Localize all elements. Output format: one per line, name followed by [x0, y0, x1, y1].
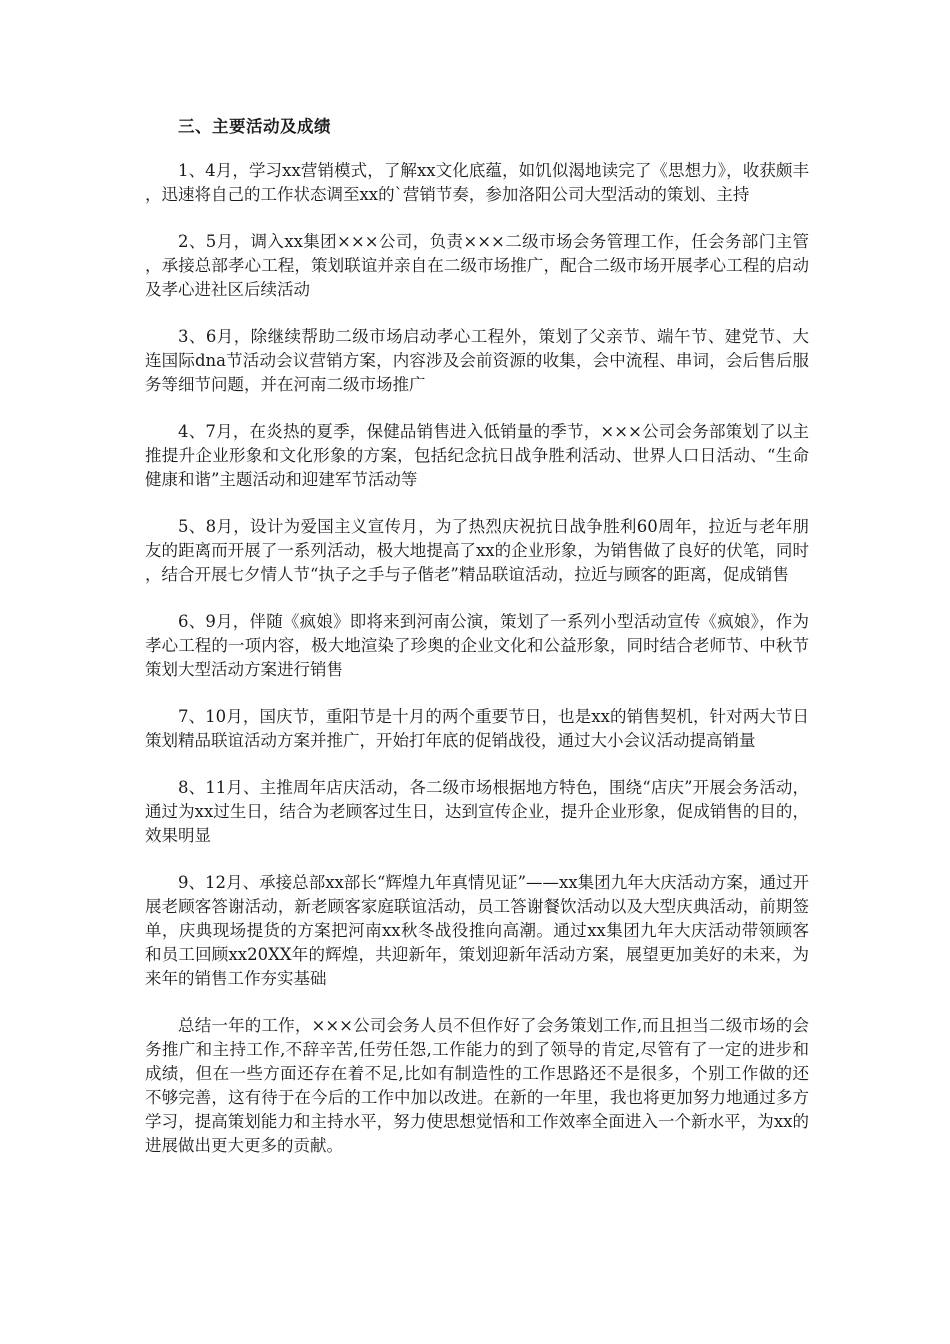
- paragraph-may: 2、5月，调入xx集团×××公司，负责×××二级市场会务管理工作，任会务部门主管，承接总部孝心工程，策划联谊并亲自在二级市场推广，配合二级市场开展孝心工程的启动及孝心进社区后续活动: [145, 232, 809, 299]
- paragraph-july: 4、7月，在炎热的夏季，保健品销售进入低销量的季节，×××公司会务部策划了以主推提升企业形象和文化形象的方案，包括纪念抗日战争胜利活动、世界人口日活动、“生命健康和谐”主题活动和迎建军节活动等: [145, 422, 809, 489]
- paragraph-december: 9、12月、承接总部xx部长“辉煌九年真情见证”——xx集团九年大庆活动方案，通过开展老顾客答谢活动，新老顾客家庭联谊活动，员工答谢餐饮活动以及大型庆典活动，前期签单，庆典现场提货的方案把河南xx秋冬战役推向高潮。通过xx集团九年大庆活动带领顾客和员工回顾xx20XX年的辉煌，共迎新年，策划迎新年活动方案，展望更加美好的未来，为来年的销售工作夯实基础: [145, 873, 809, 988]
- paragraph-april: 1、4月，学习xx营销模式，了解xx文化底蕴，如饥似渴地读完了《思想力》，收获颇丰，迅速将自己的工作状态调至xx的`营销节奏，参加洛阳公司大型活动的策划、主持: [145, 161, 809, 204]
- section-heading: 三、主要活动及成绩: [178, 117, 331, 136]
- document-body: [145, 115, 809, 1181]
- paragraph-summary: 总结一年的工作，×××公司会务人员不但作好了会务策划工作,而且担当二级市场的会务推广和主持工作,不辞辛苦,任劳任怨,工作能力的到了领导的肯定,尽管有了一定的进步和成绩，但在一些方面还存在着不足,比如有制造性的工作思路还不是很多，个别工作做的还不够完善，这有待于在今后的工作中加以改进。在新的一年里，我也将更加努力地通过多方学习，提高策划能力和主持水平，努力使思想觉悟和工作效率全面进入一个新水平，为xx的进展做出更大更多的贡献。: [145, 1016, 809, 1155]
- paragraph-june: 3、6月，除继续帮助二级市场启动孝心工程外，策划了父亲节、端午节、建党节、大连国际dna节活动会议营销方案，内容涉及会前资源的收集，会中流程、串词，会后售后服务等细节问题，并在河南二级市场推广: [145, 327, 809, 394]
- paragraph-september: 6、9月，伴随《疯娘》即将来到河南公演，策划了一系列小型活动宣传《疯娘》，作为孝心工程的一项内容，极大地渲染了珍奥的企业文化和公益形象，同时结合老师节、中秋节策划大型活动方案进行销售: [145, 612, 809, 679]
- paragraph-october: 7、10月，国庆节，重阳节是十月的两个重要节日，也是xx的销售契机，针对两大节日策划精品联谊活动方案并推广，开始打年底的促销战役，通过大小会议活动提高销量: [145, 707, 809, 750]
- paragraph-august: 5、8月，设计为爱国主义宣传月，为了热烈庆祝抗日战争胜利60周年，拉近与老年朋友的距离而开展了一系列活动，极大地提高了xx的企业形象，为销售做了良好的伏笔，同时，结合开展七夕情人节“执子之手与子偕老”精品联谊活动，拉近与顾客的距离，促成销售: [145, 517, 809, 584]
- paragraph-november: 8、11月、主推周年店庆活动，各二级市场根据地方特色，围绕“店庆”开展会务活动，通过为xx过生日，结合为老顾客过生日，达到宣传企业，提升企业形象，促成销售的目的，效果明显: [145, 778, 809, 845]
